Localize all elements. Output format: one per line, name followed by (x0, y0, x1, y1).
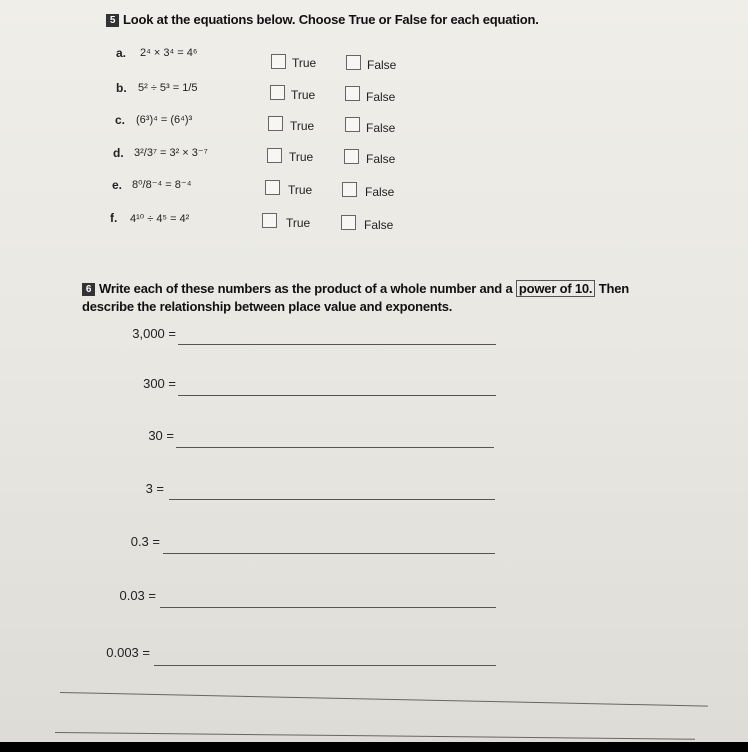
true-label: True (286, 216, 311, 230)
item-label: a. (116, 46, 127, 60)
prompt-30: 30 = (148, 428, 174, 443)
equation: (6³)⁴ = (6⁴)³ (136, 114, 193, 126)
false-checkbox[interactable] (345, 117, 360, 132)
description-line-2[interactable] (55, 732, 695, 740)
true-checkbox[interactable] (265, 180, 280, 195)
equation: 5² ÷ 5³ = 1/5 (138, 82, 198, 94)
problem-5-number: 5 (106, 14, 119, 27)
problem-5-instruction: 5 Look at the equations below. Choose True or False for each equation. (106, 12, 539, 27)
answer-line-0-03[interactable] (160, 607, 496, 608)
prompt-0-3: 0.3 = (130, 534, 160, 549)
answer-line-0-3[interactable] (163, 553, 495, 554)
answer-line-30[interactable] (176, 447, 494, 448)
false-checkbox[interactable] (341, 215, 356, 230)
prompt-0-003: 0.003 = (106, 645, 150, 660)
true-checkbox[interactable] (270, 85, 285, 100)
item-label: d. (113, 146, 124, 160)
false-label: False (366, 90, 396, 104)
false-checkbox[interactable] (344, 149, 359, 164)
equation: 8⁰/8⁻⁴ = 8⁻⁴ (132, 179, 192, 191)
problem-6-number: 6 (82, 283, 95, 296)
item-label: b. (116, 81, 127, 95)
prompt-300: 300 = (143, 376, 176, 391)
equation: 4¹⁰ ÷ 4⁵ = 4² (130, 213, 190, 225)
true-label: True (291, 88, 316, 102)
true-label: True (289, 150, 314, 164)
true-checkbox[interactable] (271, 54, 286, 69)
false-checkbox[interactable] (345, 86, 360, 101)
true-checkbox[interactable] (267, 148, 282, 163)
prompt-3: 3 = (145, 481, 164, 496)
true-checkbox[interactable] (262, 213, 277, 228)
prompt-3000: 3,000 = (132, 326, 176, 341)
equation: 2⁴ × 3⁴ = 4⁶ (140, 47, 198, 59)
false-label: False (367, 58, 397, 72)
answer-line-300[interactable] (178, 395, 496, 396)
answer-line-3000[interactable] (178, 344, 496, 345)
answer-line-3[interactable] (169, 499, 495, 500)
false-checkbox[interactable] (342, 182, 357, 197)
problem-6-instruction: 6 Write each of these numbers as the product of a whole number and a power of 10. Then describe the relationship between place value and exponents. (82, 281, 630, 314)
true-checkbox[interactable] (268, 116, 283, 131)
circled-phrase: power of 10. (516, 280, 595, 297)
true-label: True (288, 183, 313, 197)
false-label: False (366, 121, 396, 135)
false-checkbox[interactable] (346, 55, 361, 70)
item-label: e. (112, 178, 123, 192)
description-line-1[interactable] (60, 692, 708, 707)
item-label: f. (110, 211, 118, 225)
false-label: False (365, 185, 395, 199)
equation: 3²/3⁷ = 3² × 3⁻⁷ (134, 147, 208, 159)
answer-line-0-003[interactable] (154, 665, 496, 666)
false-label: False (366, 152, 396, 166)
false-label: False (364, 218, 394, 232)
true-label: True (292, 56, 317, 70)
prompt-0-03: 0.03 = (119, 588, 156, 603)
item-label: c. (115, 113, 126, 127)
true-label: True (290, 119, 315, 133)
